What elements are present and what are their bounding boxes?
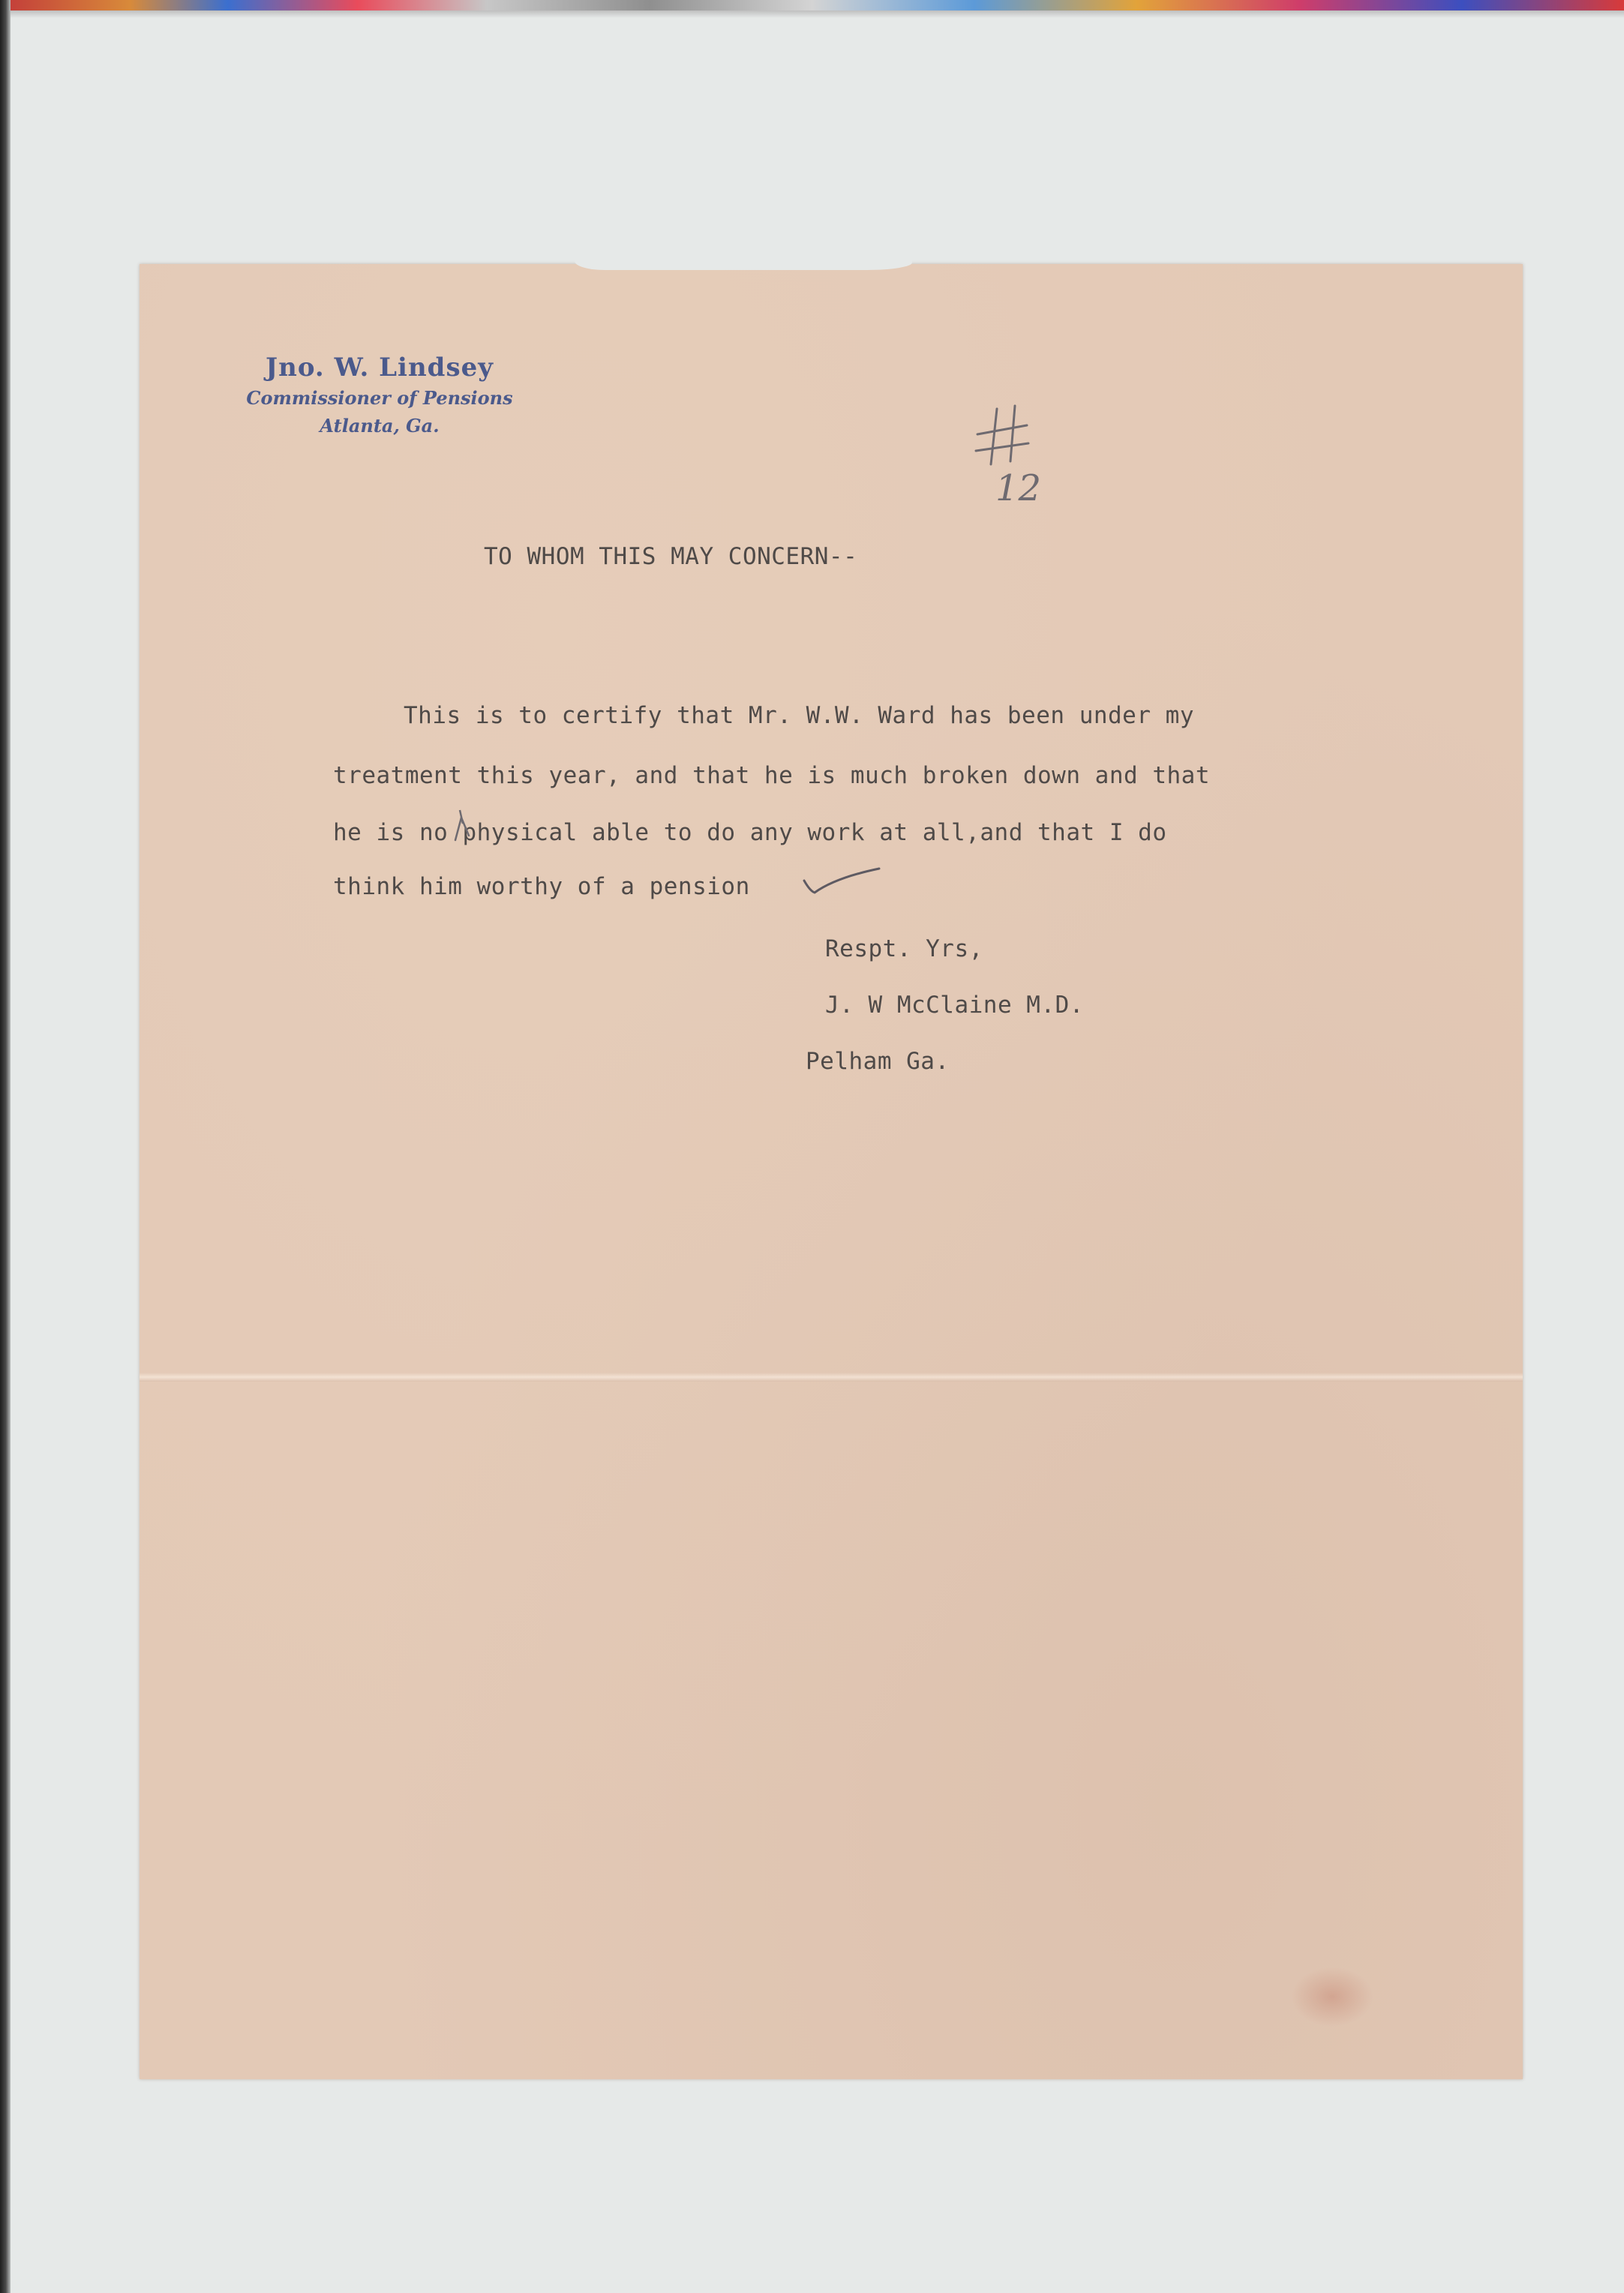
- body-line-2: treatment this year, and that he is much broken down and that: [333, 762, 1210, 789]
- body-line-3: he is no physical able to do any work at all,and that I do: [333, 819, 1167, 846]
- letterhead-name: Jno. W. Lindsey: [266, 353, 494, 383]
- body-line-4: think him worthy of a pension: [333, 873, 750, 900]
- body-line-1: This is to certify that Mr. W.W. Ward has been under my: [404, 702, 1194, 729]
- paper-stain: [1291, 1967, 1373, 2027]
- letterhead: [222, 353, 537, 437]
- handwritten-page-number: [968, 403, 1058, 508]
- handwritten-check-mark: [798, 863, 888, 900]
- letter-sheet: [140, 264, 1523, 2079]
- letterhead-title: Commissioner of Pensions: [246, 387, 513, 409]
- salutation: TO WHOM THIS MAY CONCERN--: [484, 543, 858, 570]
- handwritten-number-text: 12: [995, 467, 1042, 508]
- torn-edge: [575, 260, 912, 270]
- scanner-strip-shadow: [0, 11, 1624, 18]
- closing: Respt. Yrs,: [825, 935, 983, 962]
- letterhead-city: Atlanta, Ga.: [320, 415, 440, 437]
- paper-fold-line: [140, 1373, 1523, 1382]
- place: Pelham Ga.: [806, 1048, 950, 1075]
- handwritten-insert-mark: [451, 806, 481, 843]
- signature: J. W McClaine M.D.: [825, 992, 1084, 1019]
- scanner-left-edge: [0, 0, 11, 2293]
